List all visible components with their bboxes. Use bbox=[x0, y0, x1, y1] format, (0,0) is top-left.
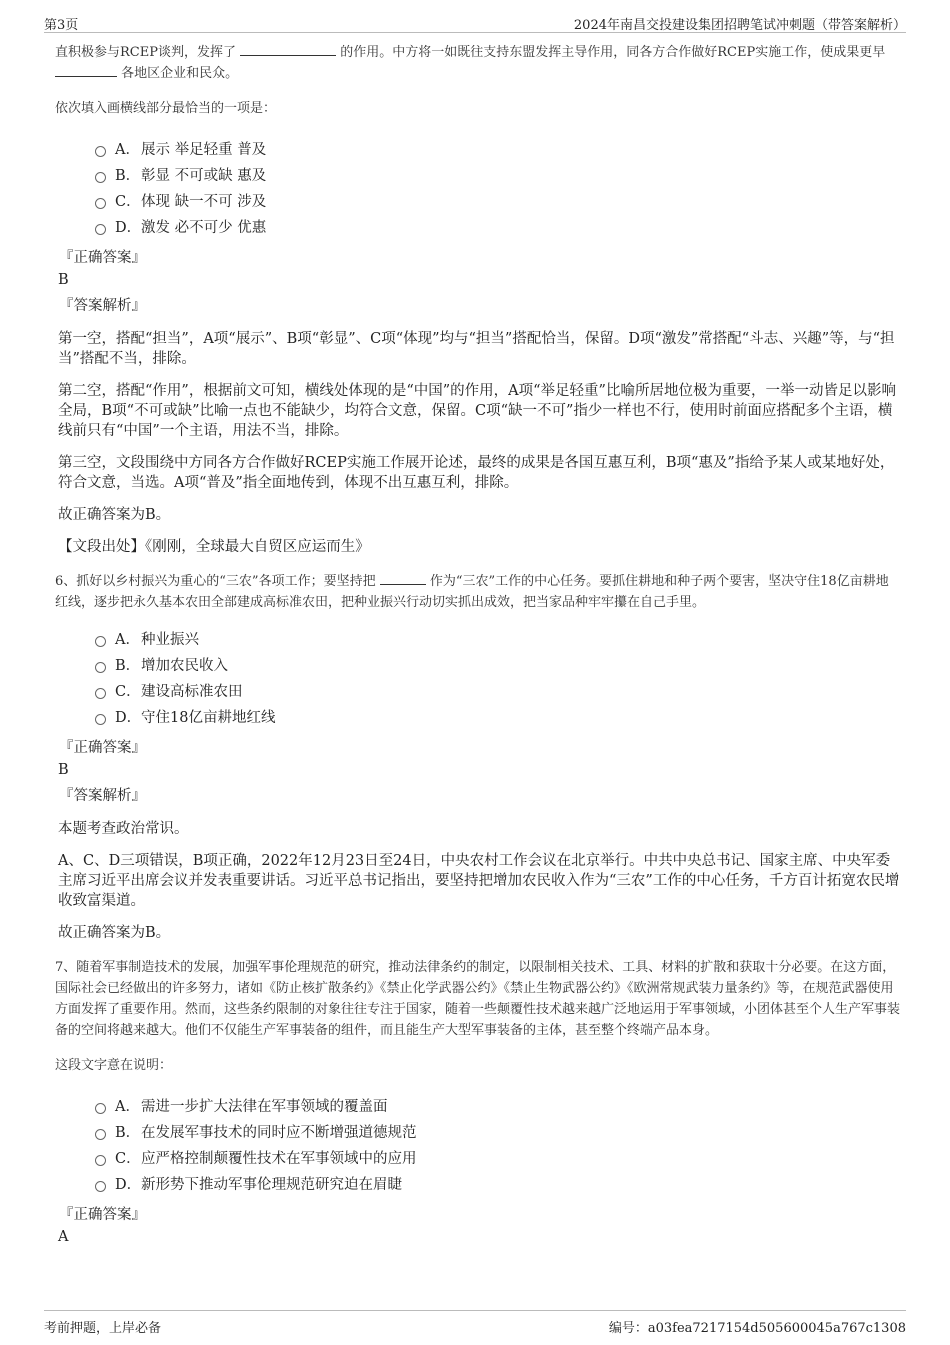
passage-source: 【文段出处】《刚刚，全球最大自贸区应运而生》 bbox=[58, 539, 370, 555]
option-c[interactable] bbox=[95, 1146, 900, 1172]
radio-button[interactable] bbox=[95, 636, 106, 647]
page-header bbox=[44, 10, 906, 33]
question-6 bbox=[55, 571, 900, 943]
analysis-paragraph: 本题考查政治常识。 bbox=[58, 821, 189, 837]
question-prompt: 依次填入画横线部分最恰当的一项是： bbox=[55, 101, 277, 116]
option-b[interactable] bbox=[95, 1120, 900, 1146]
question-5 bbox=[55, 42, 900, 557]
option-letter: C． bbox=[115, 1151, 141, 1167]
question-stem bbox=[55, 571, 900, 613]
radio-button[interactable] bbox=[95, 714, 106, 725]
radio-button[interactable] bbox=[95, 1181, 106, 1192]
correct-answer-label: 『正确答案』 bbox=[59, 1207, 146, 1223]
option-c[interactable] bbox=[95, 679, 900, 705]
answer-blank bbox=[55, 64, 117, 77]
radio-button[interactable] bbox=[95, 146, 106, 157]
option-letter: D． bbox=[115, 220, 142, 236]
option-a[interactable] bbox=[95, 627, 900, 653]
radio-button[interactable] bbox=[95, 198, 106, 209]
stem-part-2: 作为“三农”工作的中心任务。要抓住耕地和种子两个要害，坚决守住18亿亩耕地红线，逐步把永久基本农田全部建成高标准农田，把种业振兴行动切实抓出成效，把当家品种牢牢攥在自己手里。 bbox=[55, 574, 889, 610]
option-text: 彰显 不可或缺 惠及 bbox=[141, 168, 267, 184]
option-b[interactable] bbox=[95, 163, 900, 189]
option-letter: C． bbox=[115, 684, 141, 700]
stem-part-1: 6、抓好以乡村振兴为重心的“三农”各项工作；要坚持把 bbox=[55, 574, 376, 589]
option-d[interactable] bbox=[95, 705, 900, 731]
answer-blank bbox=[380, 572, 426, 585]
option-c[interactable] bbox=[95, 189, 900, 215]
stem-part-1: 直积极参与RCEP谈判，发挥了 bbox=[55, 45, 236, 60]
option-text: 应严格控制颠覆性技术在军事领域中的应用 bbox=[141, 1151, 417, 1167]
document-title: 2024年南昌交投建设集团招聘笔试冲刺题（带答案解析） bbox=[573, 18, 906, 33]
main-content bbox=[55, 42, 900, 1252]
stem-part-3: 各地区企业和民众。 bbox=[121, 66, 239, 81]
correct-answer-label: 『正确答案』 bbox=[59, 740, 146, 756]
analysis-paragraph: A、C、D三项错误，B项正确，2022年12月23日至24日，中央农村工作会议在北京举行。中共中央总书记、国家主席、中央军委主席习近平出席会议并发表重要讲话。习近平总书记指出，要坚持把增加农民收入作为“三农”工作的中心任务，千方百计拓宽农民增收致富渠道。 bbox=[58, 853, 900, 909]
option-a[interactable] bbox=[95, 1094, 900, 1120]
option-text: 体现 缺一不可 涉及 bbox=[141, 194, 267, 210]
option-b[interactable] bbox=[95, 653, 900, 679]
option-text: 守住18亿亩耕地红线 bbox=[141, 710, 276, 726]
correct-answer: B bbox=[58, 762, 69, 778]
analysis-conclusion: 故正确答案为B。 bbox=[58, 507, 171, 523]
option-letter: D． bbox=[115, 710, 142, 726]
option-text: 展示 举足轻重 普及 bbox=[141, 142, 267, 158]
option-letter: D． bbox=[115, 1177, 142, 1193]
radio-button[interactable] bbox=[95, 172, 106, 183]
option-text: 建设高标准农田 bbox=[141, 684, 243, 700]
option-letter: C． bbox=[115, 194, 141, 210]
option-d[interactable] bbox=[95, 1172, 900, 1198]
option-letter: A． bbox=[115, 632, 140, 648]
option-letter: B． bbox=[115, 1125, 141, 1141]
document-id: 编号：a03fea7217154d505600045a767c1308 bbox=[608, 1321, 906, 1336]
option-letter: A． bbox=[115, 142, 140, 158]
option-letter: B． bbox=[115, 168, 141, 184]
radio-button[interactable] bbox=[95, 1103, 106, 1114]
answer-blank bbox=[240, 43, 336, 56]
stem-part-2: 的作用。中方将一如既往支持东盟发挥主导作用，同各方合作做好RCEP实施工作，使成果更早 bbox=[340, 45, 886, 60]
analysis-paragraph: 第一空，搭配“担当”，A项“展示”、B项“彰显”、C项“体现”均与“担当”搭配恰当，保留。D项“激发”常搭配“斗志、兴趣”等，与“担当”搭配不当，排除。 bbox=[58, 331, 895, 367]
correct-answer: A bbox=[58, 1229, 69, 1245]
radio-button[interactable] bbox=[95, 688, 106, 699]
question-stem bbox=[55, 42, 900, 84]
radio-button[interactable] bbox=[95, 662, 106, 673]
analysis-label: 『答案解析』 bbox=[59, 788, 146, 804]
option-letter: A． bbox=[115, 1099, 140, 1115]
page-number: 第3页 bbox=[44, 18, 79, 33]
option-text: 增加农民收入 bbox=[141, 658, 228, 674]
question-7 bbox=[55, 957, 900, 1248]
footer-slogan: 考前押题，上岸必备 bbox=[44, 1321, 162, 1336]
question-stem: 7、随着军事制造技术的发展，加强军事伦理规范的研究，推动法律条约的制定，以限制相关技术、工具、材料的扩散和获取十分必要。在这方面，国际社会已经做出的许多努力，诸如《防止核扩散条约》《禁止化学武器公约》《禁止生物武器公约》《欧洲常规武装力量条约》等，在规范武器使用方面发挥了重要作用。然而，这些条约限制的对象往往专注于国家，随着一些颠覆性技术越来越广泛地运用于军事领域，小团体甚至个人生产军事装备的空间将越来越大。他们不仅能生产军事装备的组件，而且能生产大型军事装备的主体，甚至整个终端产品本身。 bbox=[55, 960, 901, 1038]
option-text: 需进一步扩大法律在军事领域的覆盖面 bbox=[141, 1099, 388, 1115]
analysis-paragraph: 第二空，搭配“作用”，根据前文可知，横线处体现的是“中国”的作用，A项“举足轻重”比喻所居地位极为重要，一举一动皆足以影响全局，B项“不可或缺”比喻一点也不能缺少，均符合文意，保留。C项“缺一不可”指少一样也不行，使用时前面应搭配多个主语，横线前只有“中国”一个主语，用法不当，排除。 bbox=[58, 383, 896, 439]
radio-button[interactable] bbox=[95, 1155, 106, 1166]
radio-button[interactable] bbox=[95, 224, 106, 235]
correct-answer-label: 『正确答案』 bbox=[59, 250, 146, 266]
option-list bbox=[95, 137, 900, 241]
option-text: 在发展军事技术的同时应不断增强道德规范 bbox=[141, 1125, 417, 1141]
option-a[interactable] bbox=[95, 137, 900, 163]
option-text: 种业振兴 bbox=[141, 632, 199, 648]
option-text: 新形势下推动军事伦理规范研究迫在眉睫 bbox=[141, 1177, 402, 1193]
option-text: 激发 必不可少 优惠 bbox=[141, 220, 267, 236]
question-prompt: 这段文字意在说明： bbox=[55, 1058, 173, 1073]
analysis-conclusion: 故正确答案为B。 bbox=[58, 925, 171, 941]
option-list bbox=[95, 1094, 900, 1198]
option-letter: B． bbox=[115, 658, 141, 674]
correct-answer: B bbox=[58, 272, 69, 288]
radio-button[interactable] bbox=[95, 1129, 106, 1140]
page-footer bbox=[44, 1310, 906, 1337]
option-d[interactable] bbox=[95, 215, 900, 241]
analysis-paragraph: 第三空，文段围绕中方同各方合作做好RCEP实施工作展开论述，最终的成果是各国互惠互利，B项“惠及”指给予某人或某地好处，符合文意，当选。A项“普及”指全面地传到，体现不出互惠互利，排除。 bbox=[58, 455, 895, 491]
option-list bbox=[95, 627, 900, 731]
analysis-label: 『答案解析』 bbox=[59, 298, 146, 314]
